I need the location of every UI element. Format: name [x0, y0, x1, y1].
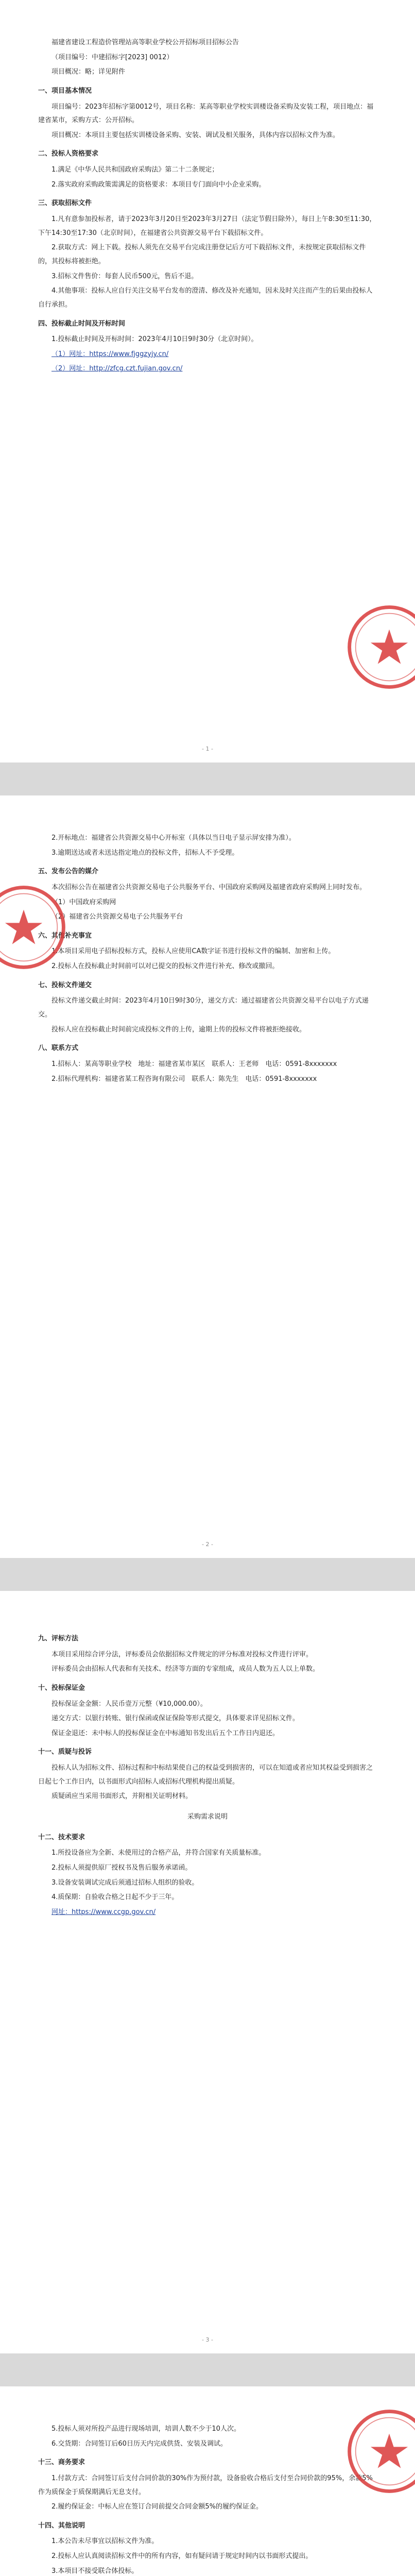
- page-2: [0, 795, 415, 1558]
- page-number: - 3 -: [202, 2336, 213, 2344]
- section-heading: 十四、其他说明: [38, 2521, 85, 2530]
- section-heading: 三、获取招标文件: [38, 199, 92, 208]
- paragraph: 1.本公告未尽事宜以招标文件为准。: [51, 2537, 159, 2546]
- paragraph: 6.交货期：合同签订后60日历天内完成供货、安装及调试。: [51, 2439, 227, 2448]
- paragraph: 投标文件递交截止时间：2023年4月10日9时30分，递交方式：通过福建省公共资源交易平台以电子方式递交。: [38, 997, 369, 1019]
- section-heading: 六、其他补充事宜: [38, 931, 92, 940]
- red-seal: [345, 2407, 415, 2496]
- paragraph: 1.满足《中华人民共和国政府采购法》第二十二条规定；: [51, 166, 219, 174]
- paragraph: 本项目采用综合评分法，评标委员会依据招标文件规定的评分标准对投标文件进行评审。: [51, 1650, 313, 1658]
- page-4: [0, 2386, 415, 2576]
- paragraph: 2.投标人在投标截止时间前可以对已提交的投标文件进行补充、修改或撤回。: [51, 962, 279, 971]
- project-summary: 项目概况：略；详见附件: [51, 68, 126, 76]
- paragraph: 4.质保期：自验收合格之日起不少于三年。: [51, 1893, 179, 1902]
- section-heading: 二、投标人资格要求: [38, 150, 99, 158]
- paragraph: 本次招标公告在福建省公共资源交易电子公共服务平台、中国政府采购网及福建省政府采购网上同时发布。: [51, 883, 367, 891]
- paragraph: 2.履约保证金：中标人应在签订合同前提交合同金额5%的履约保证金。: [51, 2503, 263, 2511]
- page-number: - 2 -: [202, 1541, 213, 1548]
- paragraph: 评标委员会由招标人代表和有关技术、经济等方面的专家组成，成员人数为五人以上单数。: [51, 1665, 320, 1673]
- section-heading: 十一、质疑与投诉: [38, 1748, 92, 1756]
- website-link[interactable]: 网址：https://www.ccgp.gov.cn/: [51, 1908, 156, 1916]
- page-1: [0, 0, 415, 762]
- paragraph: 3.招标文件售价：每套人民币500元，售后不退。: [51, 272, 198, 280]
- red-seal: [0, 883, 68, 972]
- page-3: [0, 1591, 415, 2353]
- paragraph: 保证金退还：未中标人的投标保证金在中标通知书发出后五个工作日内退还。: [51, 1729, 280, 1737]
- document-title: 福建省建设工程造价管理站高等职业学校公开招标项目招标公告: [51, 39, 239, 46]
- section-heading: 七、投标文件递交: [38, 981, 92, 989]
- paragraph: 1.投标截止时间及开标时间：2023年4月10日9时30分（北京时间）。: [51, 335, 258, 344]
- paragraph: 项目编号：2023年招标字第0012号，项目名称：某高等职业学校实训楼设备采购及安装工程，项目地点：福建省某市，采购方式：公开招标。: [38, 103, 374, 125]
- section-heading: 四、投标截止时间及开标时间: [38, 319, 126, 328]
- paragraph: 1.本项目采用电子招标投标方式，投标人应使用CA数字证书进行投标文件的编制、加密和上传。: [51, 947, 335, 956]
- paragraph: 2.投标人应认真阅读招标文件中的所有内容，如有疑问请于规定时间内以书面形式提出。: [51, 2552, 313, 2561]
- page-number: - 1 -: [202, 745, 213, 753]
- section-title-centered: 采购需求说明: [187, 1813, 228, 1821]
- paragraph: 投标人应在投标截止时间前完成投标文件的上传，逾期上传的投标文件将被拒绝接收。: [51, 1025, 306, 1033]
- paragraph: 2.落实政府采购政策需满足的资格要求：本项目专门面向中小企业采购。: [51, 180, 266, 189]
- paragraph: 递交方式：以银行转账、银行保函或保证保险等形式提交，具体要求详见招标文件。: [51, 1715, 300, 1723]
- paragraph: 质疑函应当采用书面形式，并附相关证明材料。: [51, 1792, 193, 1801]
- paragraph: 2.投标人须提供原厂授权书及售后服务承诺函。: [51, 1863, 192, 1872]
- paragraph: 4.其他事项：投标人应自行关注交易平台发布的澄清、修改及补充通知，因未及时关注而产生的后果由投标人自行承担。: [38, 287, 373, 309]
- section-heading: 十三、商务要求: [38, 2459, 85, 2467]
- paragraph: 5.投标人须对所投产品进行现场培训，培训人数不少于10人次。: [51, 2425, 240, 2433]
- paragraph: 1.凡有意参加投标者，请于2023年3月20日至2023年3月27日（法定节假日除外），每日上午8:30至11:30，下午14:30至17:30（北京时间），在福建省公共资源交易平台下载招标文件。: [38, 215, 376, 237]
- paragraph: 2.开标地点：福建省公共资源交易中心开标室（具体以当日电子显示屏安排为准）。: [51, 834, 296, 842]
- website-link[interactable]: （2）网址：http://zfcg.czt.fujian.gov.cn/: [51, 365, 183, 373]
- section-heading: 九、评标方法: [38, 1635, 79, 1642]
- section-heading: 十、投标保证金: [38, 1684, 85, 1692]
- paragraph: 3.逾期送达或者未送达指定地点的投标文件，招标人不予受理。: [51, 849, 239, 857]
- paragraph: 2.招标代理机构：福建省某工程咨询有限公司 联系人：陈先生 电话：0591-8xxxxxxx: [51, 1075, 317, 1083]
- paragraph: （2）福建省公共资源交易电子公共服务平台: [51, 913, 183, 921]
- paragraph: 2.获取方式：网上下载。投标人须先在交易平台完成注册登记后方可下载招标文件，未按规定获取招标文件的，其投标将被拒绝。: [38, 244, 366, 265]
- section-heading: 五、发布公告的媒介: [38, 868, 99, 876]
- paragraph: 投标保证金金额：人民币壹万元整（¥10,000.00）。: [51, 1700, 207, 1708]
- red-seal: [345, 603, 415, 691]
- paragraph: （1）中国政府采购网: [51, 898, 116, 906]
- paragraph: 投标人认为招标文件、招标过程和中标结果使自己的权益受到损害的，可以在知道或者应知其权益受到损害之日起七个工作日内，以书面形式向招标人或招标代理机构提出质疑。: [38, 1764, 373, 1786]
- section-heading: 八、联系方式: [38, 1044, 79, 1053]
- section-heading: 一、项目基本情况: [38, 87, 92, 95]
- paragraph: 1.招标人：某高等职业学校 地址：福建省某市某区 联系人：王老师 电话：0591-8xxxxxxx: [51, 1060, 337, 1068]
- document-subtitle: （项目编号：中建招标字[2023] 0012）: [51, 53, 174, 61]
- paragraph: 项目概况：本项目主要包括实训楼设备采购、安装、调试及相关服务，具体内容以招标文件为准。: [51, 131, 340, 139]
- section-heading: 十二、技术要求: [38, 1833, 85, 1841]
- paragraph: 1.所投设备应为全新、未使用过的合格产品，并符合国家有关质量标准。: [51, 1849, 266, 1857]
- website-link[interactable]: （1）网址：https://www.fjggzyjy.cn/: [51, 350, 169, 358]
- paragraph: 3.设备安装调试完成后须通过招标人组织的验收。: [51, 1878, 199, 1887]
- paragraph: 1.付款方式：合同签订后支付合同价款的30%作为预付款，设备验收合格后支付至合同价款的95%，余款5%作为质保金于质保期满后无息支付。: [38, 2474, 373, 2496]
- paragraph: 3.本项目不接受联合体投标。: [51, 2567, 139, 2575]
